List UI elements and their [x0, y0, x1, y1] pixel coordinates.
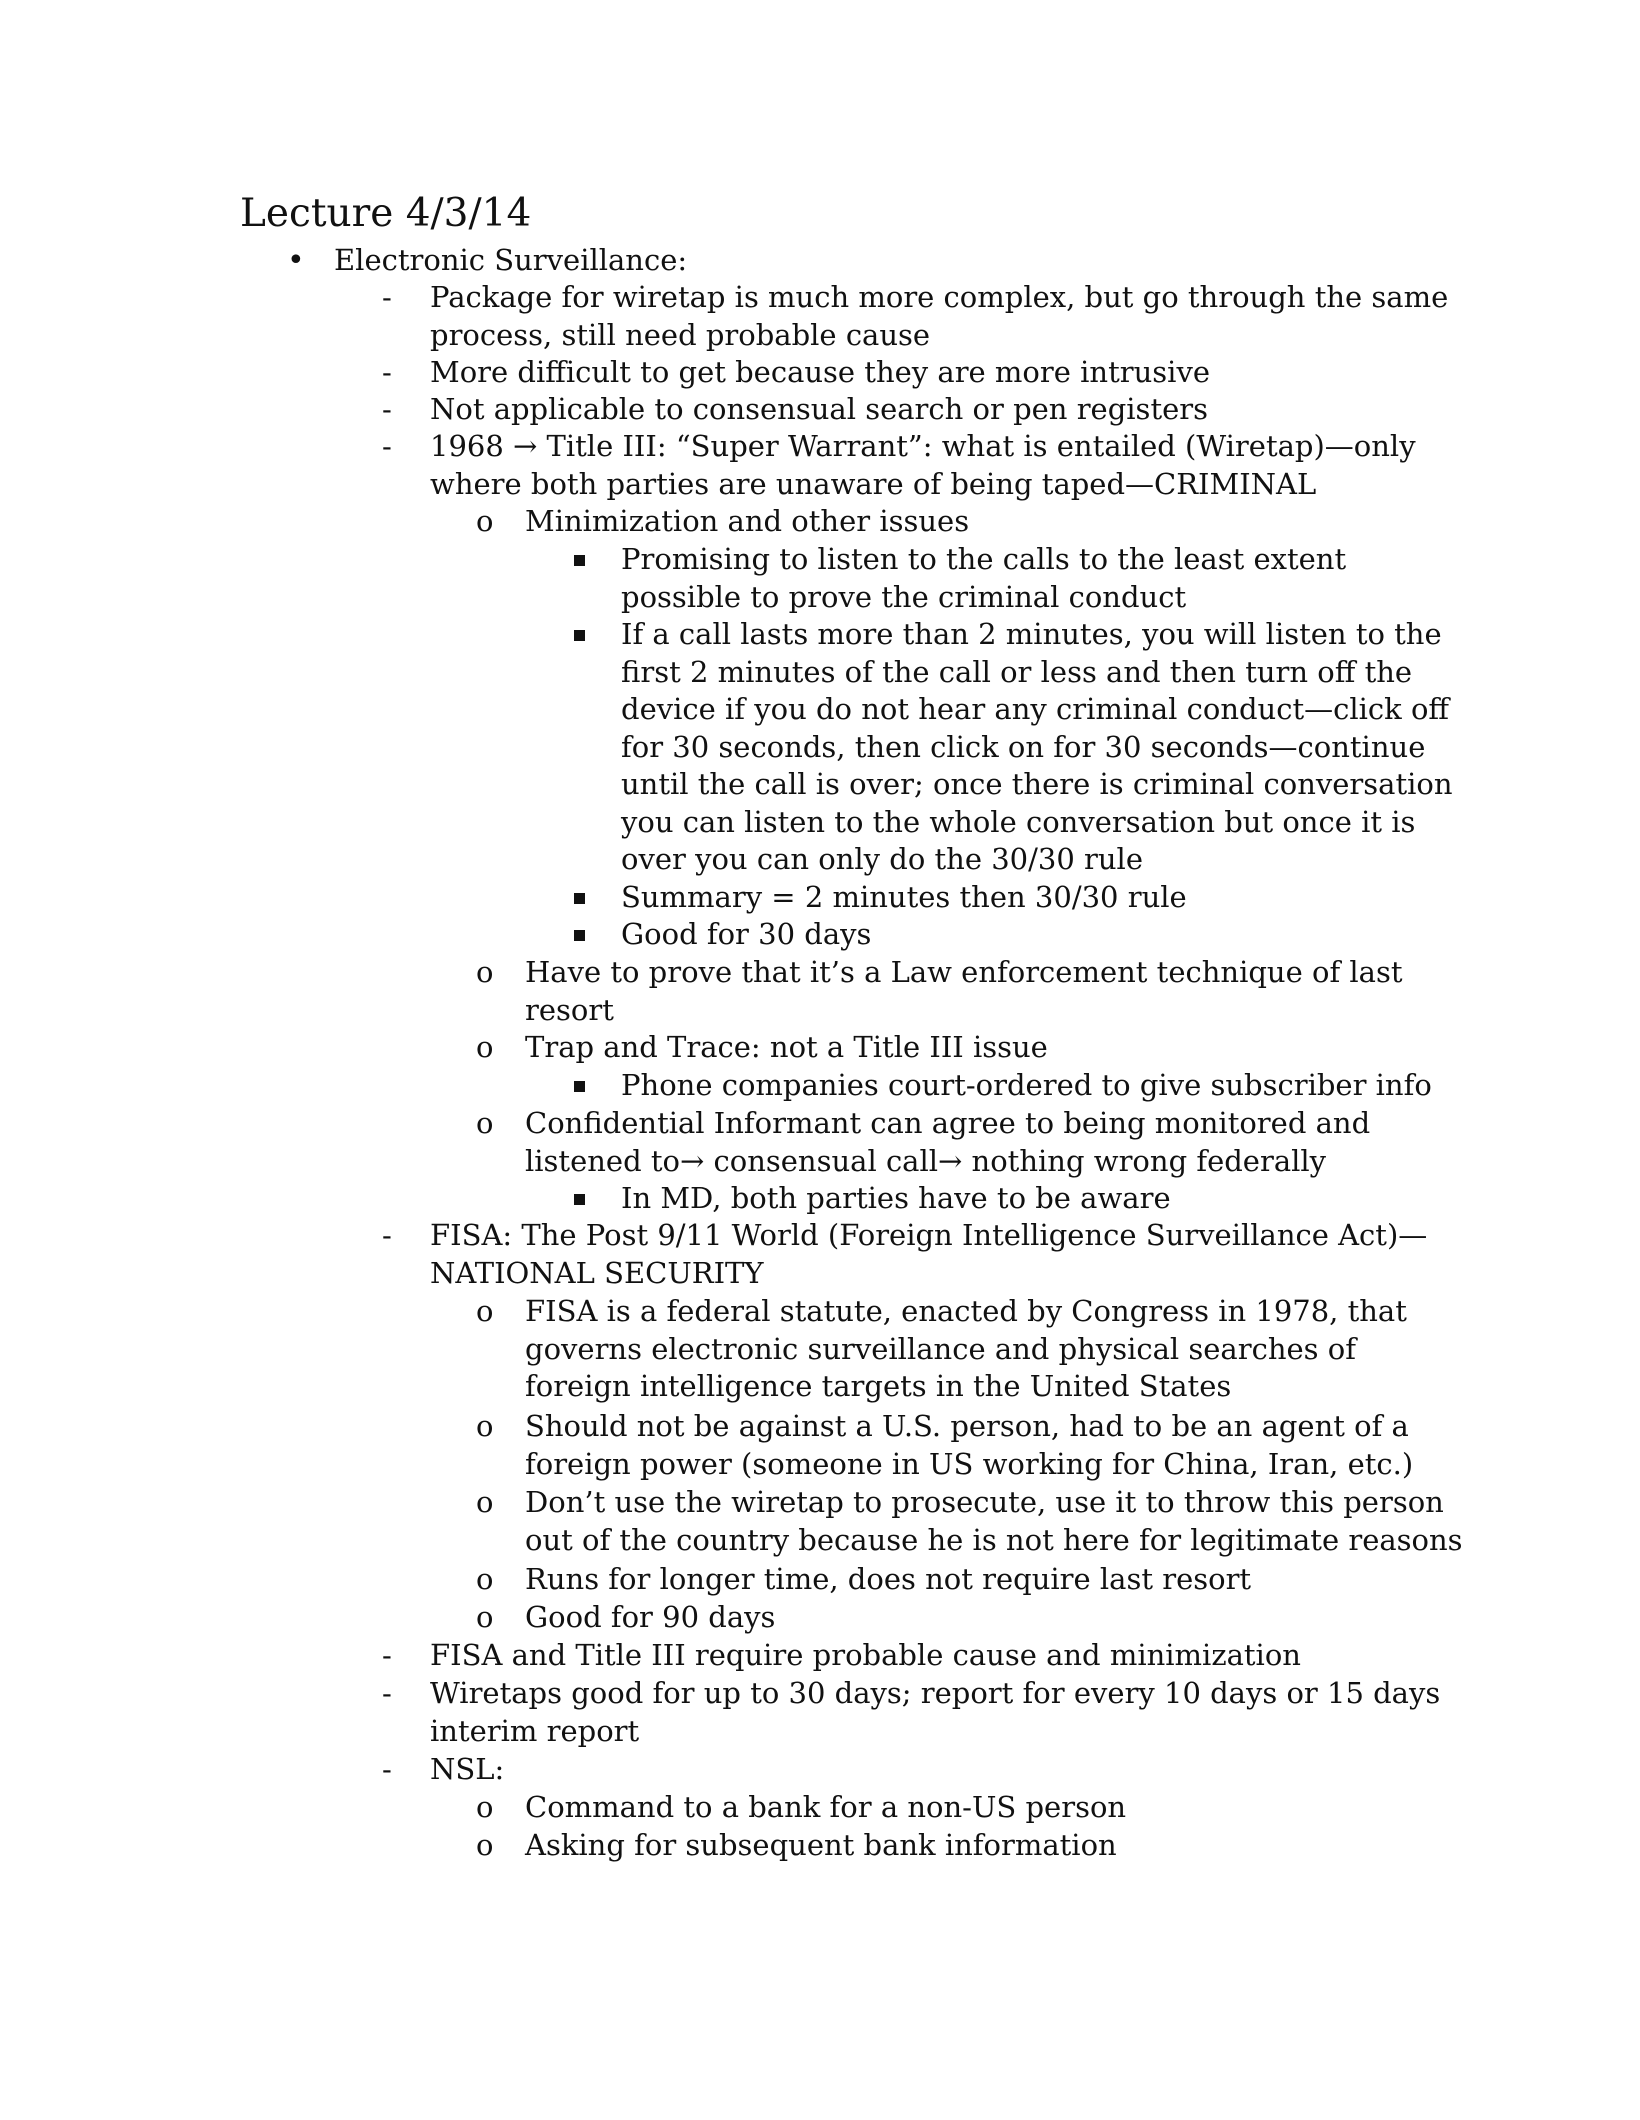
dash-marker: -	[382, 280, 392, 314]
circle-marker: o	[476, 1409, 494, 1443]
outline-item-package-for-wiretap	[430, 279, 1448, 354]
outline-item-line: Wiretaps good for up to 30 days; report for every 10 days or 15 days	[430, 1676, 1441, 1710]
outline-item-line: Package for wiretap is much more complex, but go through the same	[430, 280, 1449, 314]
outline-item-line: Should not be against a U.S. person, had to be an agent of a	[525, 1409, 1409, 1443]
square-bullet-marker	[574, 555, 585, 566]
outline-item-nsl: NSL:	[430, 1752, 505, 1786]
outline-item-in-md: In MD, both parties have to be aware	[621, 1181, 1171, 1215]
outline-item-good-for-90-days: Good for 90 days	[525, 1600, 776, 1634]
outline-item-line: possible to prove the criminal conduct	[621, 579, 1187, 614]
circle-marker: o	[476, 1828, 494, 1862]
outline-item-line: where both parties are unaware of being taped—CRIMINAL	[430, 466, 1317, 501]
outline-item-good-for-30-days: Good for 30 days	[621, 917, 872, 951]
circle-marker: o	[476, 1106, 494, 1140]
circle-marker: o	[476, 1485, 494, 1519]
dash-marker: -	[382, 355, 392, 389]
dash-marker: -	[382, 392, 392, 426]
outline-item-more-difficult: More difficult to get because they are more intrusive	[430, 355, 1210, 389]
square-bullet-marker	[574, 1081, 585, 1092]
outline-item-fisa	[430, 1217, 1427, 1292]
outline-item-line: governs electronic surveillance and physical searches of	[525, 1331, 1356, 1366]
outline-item-fisa-statute	[525, 1293, 1407, 1406]
outline-item-title-iii	[430, 428, 1416, 503]
outline-item-us-person	[525, 1408, 1413, 1483]
circle-marker: o	[476, 1600, 494, 1634]
dash-marker: -	[382, 1752, 392, 1786]
outline-item-line: If a call lasts more than 2 minutes, you will listen to the	[621, 617, 1442, 651]
outline-item-wiretaps-good	[430, 1675, 1440, 1750]
outline-item-promising-to-listen	[621, 541, 1346, 616]
dash-marker: -	[382, 1676, 392, 1710]
dash-marker: -	[382, 429, 392, 463]
outline-item-line: device if you do not hear any criminal conduct—click off	[621, 692, 1450, 726]
outline-item-line: listened to→ consensual call→ nothing wrong federally	[525, 1143, 1327, 1178]
outline-item-summary: Summary = 2 minutes then 30/30 rule	[621, 880, 1187, 914]
outline-item-line: FISA: The Post 9/11 World (Foreign Intelligence Surveillance Act)—	[430, 1218, 1428, 1252]
circle-marker: o	[476, 504, 494, 538]
circle-marker: o	[476, 955, 494, 989]
outline-item-runs-longer: Runs for longer time, does not require last resort	[525, 1562, 1252, 1596]
outline-item-line: Promising to listen to the calls to the least extent	[621, 542, 1347, 576]
outline-item-electronic-surveillance: Electronic Surveillance:	[334, 243, 688, 277]
circle-marker: o	[476, 1562, 494, 1596]
square-bullet-marker	[574, 630, 585, 641]
bullet-marker: •	[287, 243, 305, 278]
outline-item-line: FISA is a federal statute, enacted by Congress in 1978, that	[525, 1294, 1407, 1328]
outline-item-trap-and-trace: Trap and Trace: not a Title III issue	[525, 1030, 1048, 1064]
outline-item-line: over you can only do the 30/30 rule	[621, 842, 1143, 876]
outline-item-line: foreign power (someone in US working for China, Iran, etc.)	[525, 1446, 1414, 1481]
outline-item-dont-use-wiretap	[525, 1484, 1463, 1559]
outline-item-line: for 30 seconds, then click on for 30 seconds—continue	[621, 729, 1426, 764]
outline-item-not-applicable: Not applicable to consensual search or pen registers	[430, 392, 1209, 426]
square-bullet-marker	[574, 893, 585, 904]
outline-item-line: interim report	[430, 1713, 640, 1748]
outline-item-subsequent-bank-info: Asking for subsequent bank information	[525, 1828, 1117, 1862]
outline-item-line: Don’t use the wiretap to prosecute, use it to throw this person	[525, 1485, 1444, 1519]
outline-item-call-lasts	[621, 616, 1453, 879]
outline-item-fisa-and-title-iii: FISA and Title III require probable cause and minimization	[430, 1638, 1301, 1672]
outline-item-line: out of the country because he is not here for legitimate reasons	[525, 1522, 1463, 1557]
circle-marker: o	[476, 1790, 494, 1824]
outline-item-line: NATIONAL SECURITY	[430, 1255, 764, 1290]
outline-item-confidential-informant	[525, 1105, 1370, 1180]
circle-marker: o	[476, 1294, 494, 1328]
outline-item-line: process, still need probable cause	[430, 317, 931, 352]
circle-marker: o	[476, 1030, 494, 1064]
outline-item-line: Confidential Informant can agree to being monitored and	[525, 1106, 1371, 1140]
outline-item-last-resort	[525, 954, 1403, 1029]
outline-item-line: you can listen to the whole conversation but once it is	[621, 804, 1416, 839]
outline-item-line: 1968 → Title III: “Super Warrant”: what is entailed (Wiretap)—only	[430, 429, 1416, 463]
square-bullet-marker	[574, 1194, 585, 1205]
outline-item-line: until the call is over; once there is criminal conversation	[621, 767, 1453, 801]
outline-item-line: first 2 minutes of the call or less and then turn off the	[621, 654, 1413, 689]
outline-item-minimization: Minimization and other issues	[525, 504, 970, 538]
outline-item-line: Have to prove that it’s a Law enforcement technique of last	[525, 955, 1403, 989]
dash-marker: -	[382, 1218, 392, 1252]
outline-item-phone-companies: Phone companies court-ordered to give subscriber info	[621, 1068, 1432, 1102]
square-bullet-marker	[574, 930, 585, 941]
outline-item-line: foreign intelligence targets in the United States	[525, 1369, 1232, 1403]
outline-item-command-to-bank: Command to a bank for a non-US person	[525, 1790, 1127, 1824]
outline-item-line: resort	[525, 992, 614, 1027]
dash-marker: -	[382, 1638, 392, 1672]
page-title: Lecture 4/3/14	[240, 191, 532, 236]
